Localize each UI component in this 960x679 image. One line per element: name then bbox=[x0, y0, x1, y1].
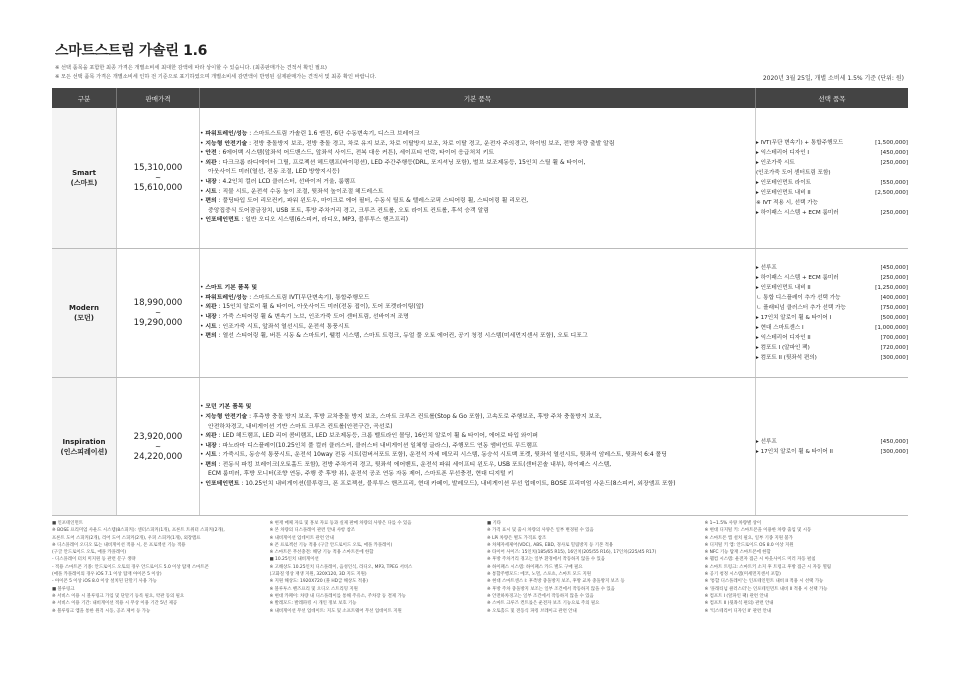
option-item bbox=[756, 273, 908, 283]
footer-note-line: - 적용 스마트폰 기종: 안드로이드 오토의 경우 안드로이드 5.0 이상 탑재 스마트폰 bbox=[52, 564, 209, 570]
basic-item-heading: 파워트레인/성능 bbox=[205, 294, 248, 301]
bullet-icon: • bbox=[200, 131, 206, 138]
note-line: ※ 선택 품목을 포함한 최종 가격은 개별소비세 최대한 감액에 따라 상이할 수 있습니다. (최종판매가는 견적서 확인 필요) bbox=[55, 65, 327, 71]
option-name: ▸ 선루프 bbox=[756, 438, 777, 445]
basic-item bbox=[200, 197, 755, 207]
options-cell bbox=[756, 378, 909, 516]
footer-note-line: ■ 기타 bbox=[487, 521, 502, 526]
basic-item-text: : 가죽 스티어링 휠 & 변속기 노브, 인조가죽 도어 센터트림, 선바이저 조명 bbox=[216, 314, 409, 320]
basic-items-cell bbox=[200, 108, 756, 249]
price-cell bbox=[117, 249, 200, 378]
option-name: ▸ 현대 스마트센스 I bbox=[756, 325, 804, 331]
bullet-icon: • bbox=[200, 140, 206, 147]
basic-item-text: : 15인치 알로이 휠 & 타이어, 아웃사이드 미러(전동 접이), 도어 포켓라이팅(앞) bbox=[216, 304, 424, 311]
option-name: ▸ 하이패스 시스템 + ECM 룸미러 bbox=[756, 210, 839, 216]
basic-item-text: : 6에어백 시스템(앞좌석 어드밴스드, 앞좌석 사이드, 전복 대응 커튼), 세이프티 언락, 타이어 응급처치 키트 bbox=[216, 150, 495, 157]
bullet-icon: • bbox=[200, 333, 206, 340]
footer-note-line: (구글 안드로이드 오토, 애플 카플레이) bbox=[52, 550, 127, 556]
table-header-row bbox=[52, 88, 908, 108]
basic-item-text: : 10.25인치 내비게이션(블루링크, 폰 프로젝션, 블루투스 핸즈프리, 현대 카페이, 발레모드), 내비게이션 무선 업데이트, BOSE 프리미엄 사운드(8스피커, 외장앰프 포함) bbox=[239, 481, 676, 488]
trim-name: Modern bbox=[69, 304, 99, 312]
footer-note-line: (고화질 영상 재생 지원, 320X120, 3D 지도 지원) bbox=[269, 572, 367, 578]
basic-item-heading: 내장 bbox=[205, 179, 217, 185]
basic-item-heading: 외관 bbox=[205, 433, 217, 440]
header-basic-items: 기본 품목 bbox=[200, 88, 756, 108]
spec-table bbox=[52, 88, 908, 516]
basic-item-heading: 지능형 안전기술 bbox=[205, 140, 248, 147]
option-name: ▸ 인포테인먼트 내비 II bbox=[756, 285, 811, 291]
option-item bbox=[756, 208, 908, 218]
option-item bbox=[756, 293, 908, 303]
option-price: [500,000] bbox=[880, 315, 908, 321]
footer-column bbox=[270, 520, 474, 615]
option-name: ▸ 컴포트 II (뒷좌석 편의) bbox=[756, 355, 817, 361]
option-price: [2,500,000] bbox=[875, 190, 908, 196]
basic-item-text: : 일반 오디오 시스템(6스피커, 라디오, MP3, 블루투스 핸즈프리) bbox=[239, 217, 409, 224]
basic-item-heading: 편의 bbox=[205, 198, 217, 205]
basic-item-continued: 중앙집중식 도어잠금장치, USB 포트, 후방 주차거리 경고, 크루즈 컨트롤, 오토 라이트 컨트롤, 후석 승객 알림 bbox=[208, 207, 489, 214]
basic-item bbox=[200, 403, 755, 413]
basic-item-text: : 가죽시트, 동승석 통풍시트, 운전석 10way 전동 시트(럼버서포트 포함), 운전석 자세 메모리 시스템, 동승석 시트백 포켓, 뒷좌석 열선시트, 뒷좌석 암레스트, 뒷좌석 6:4 폴딩 bbox=[216, 452, 667, 459]
option-item bbox=[756, 148, 908, 158]
basic-item bbox=[200, 178, 755, 188]
footer-note-line: ※ '플래티넘 클러스터'는 인포테인먼트 내비 II 적용 시 선택 가능 bbox=[704, 586, 828, 592]
footer-note-line: ※ 1~1.5% 사양 차량별 상이 bbox=[704, 521, 762, 526]
basic-item bbox=[200, 284, 755, 294]
option-name: ▸ 익스테리어 디자인 I bbox=[756, 150, 810, 156]
option-name: ▸ 17인치 알로이 휠 & 타이어 I bbox=[756, 315, 832, 321]
trim-name-cell bbox=[52, 108, 117, 249]
option-item bbox=[756, 158, 908, 168]
bullet-icon: • bbox=[200, 159, 206, 166]
bullet-icon: • bbox=[200, 217, 206, 224]
basic-item bbox=[200, 303, 755, 313]
option-price: [750,000] bbox=[880, 305, 908, 311]
basic-item-heading: 내장 bbox=[205, 442, 217, 449]
bullet-icon: • bbox=[200, 481, 206, 488]
basic-item-text: : 전방 충돌방지 보조, 전방 충돌 경고, 차로 유지 보조, 차로 이탈방지 보조, 차로 이탈 경고, 운전자 주의경고, 하이빔 보조, 전방 차량 출발 알림 bbox=[247, 140, 615, 147]
bullet-icon: • bbox=[200, 304, 206, 311]
basic-item-continued: 안전하차경고, 내비게이션 기반 스마트 크루즈 컨트롤(안전구간, 곡선로) bbox=[208, 423, 393, 430]
option-item bbox=[756, 353, 908, 363]
price-range-dash: ~ bbox=[155, 442, 161, 451]
basic-item bbox=[200, 130, 755, 140]
trim-name: Inspiration bbox=[62, 437, 106, 446]
notes bbox=[55, 64, 376, 82]
footer-note-line: ※ 차체자세제어(VDC), ABS, EBD, 경사로 밀림방지 등 기본 적용 bbox=[487, 542, 614, 548]
footer-note-line: ■ 10.25인치 내비게이션 bbox=[269, 557, 319, 563]
footer-note-line: ※ 디지털 키 앱: 안드로이드 OS 8.0 이상 지원 bbox=[704, 542, 794, 548]
bullet-icon: • bbox=[200, 314, 206, 320]
option-item bbox=[756, 188, 908, 198]
basic-item-text: : 후측방 충돌 방지 보조, 후방 교차충돌 방지 보조, 스마트 크루즈 컨트롤(Stop & Go 포함), 고속도로 주행보조, 후방 주차 충돌방지 보조, bbox=[247, 413, 602, 420]
option-item bbox=[756, 168, 908, 178]
footer-note-line: ※ 하이패스 시스템: 하이패스 카드 별도 구매 필요 bbox=[487, 564, 583, 570]
option-item bbox=[756, 437, 908, 447]
trim-name-cell bbox=[52, 249, 117, 378]
option-item bbox=[756, 323, 908, 333]
header-options: 선택 품목 bbox=[756, 88, 909, 108]
header-price: 판매가격 bbox=[117, 88, 200, 108]
basic-item-heading: 편의 bbox=[205, 333, 217, 340]
note-line: ※ 모든 선택 품목 가격은 개별소비세 인하 전 기준으로 표기하였으며 개별소비세 감면액이 반영된 실제판매가는 견적서 및 최종 확인 바랍니다. bbox=[55, 74, 377, 80]
basic-item-heading: 모던 기본 품목 및 bbox=[205, 404, 252, 411]
option-price: [400,000] bbox=[880, 295, 908, 301]
basic-item-heading: 시트 bbox=[205, 323, 217, 330]
price-range-dash: ~ bbox=[155, 309, 161, 317]
basic-item-text: : 4.2인치 컬러 LCD 클러스터, 선바이저 거울, 룸램프 bbox=[216, 179, 356, 185]
basic-item bbox=[200, 140, 755, 150]
footer-notes bbox=[52, 520, 908, 615]
basic-item-heading: 인포테인먼트 bbox=[205, 481, 240, 488]
option-name: (인조가죽 도어 센터트림 포함) bbox=[756, 170, 831, 176]
footer-note-line: ※ 스마트폰 앱 설치 필요, 일부 기종 지원 불가 bbox=[704, 535, 793, 541]
footer-note-line: ※ 현대 디지털 키: 스마트폰을 이용한 차량 출입 및 시동 bbox=[704, 528, 812, 534]
option-name: ▸ IVT(무단 변속기) + 통합주행모드 bbox=[756, 140, 844, 146]
basic-item-text: : 열선 스티어링 휠, 버튼 시동 & 스마트키, 웰컴 시스템, 스마트 트렁크, 듀얼 풀 오토 에어컨, 공기 청정 시스템(미세먼지센서 포함), 오토 디포그 bbox=[216, 333, 588, 340]
option-price: [550,000] bbox=[880, 180, 908, 186]
footer-note-line: ※ 스마트 트렁크: 스마트키 소지 후 트렁크 후방 접근 시 자동 열림 bbox=[704, 564, 832, 570]
option-item bbox=[756, 178, 908, 188]
footer-note-line: ※ '통합 디스플레이'는 인포테인먼트 내비 II 적용 시 선택 가능 bbox=[704, 579, 824, 585]
basic-item-text: : 직물 시트, 운전석 수동 높이 조절, 뒷좌석 높이조절 헤드레스트 bbox=[216, 188, 384, 195]
option-price: [450,000] bbox=[880, 438, 908, 445]
option-price: [700,000] bbox=[880, 335, 908, 341]
option-item bbox=[756, 447, 908, 457]
option-name: ㄴ 플래티넘 클러스터 추가 선택 가능 bbox=[756, 305, 846, 311]
footer-note-line: ※ 현재 매체 자료 및 홍보 자료 등과 실제 판매 차량의 사양은 다를 수 있음 bbox=[269, 521, 412, 526]
footer-note-line: ※ 컴포트 II (뒷좌석 편의) 관련 안내 bbox=[704, 601, 774, 607]
basic-item bbox=[200, 294, 755, 304]
footer-column bbox=[52, 520, 256, 615]
footer-note-line: ※ 후방 주차 충돌방지 보조는 일부 조건에서 작동하지 않을 수 있음 bbox=[487, 586, 615, 592]
price-high: 19,290,000 bbox=[133, 318, 183, 328]
option-item bbox=[756, 263, 908, 273]
option-name: ▸ 인조가죽 시트 bbox=[756, 160, 795, 166]
footer-note-line: ※ 블루투스 핸즈프리 및 오디오 스트리밍 지원 bbox=[269, 586, 358, 592]
date-note: 2020년 3월 25일, 개별 소비세 1.5% 기준 (단위: 원) bbox=[762, 75, 904, 82]
footer-note-line: ※ 통합주행모드: 에코, 노멀, 스포츠, 스마트 모드 지원 bbox=[487, 572, 591, 578]
option-item bbox=[756, 198, 908, 208]
bullet-icon: • bbox=[200, 323, 206, 330]
footer-note-line: ※ 폰 프로젝션 기능 적용 (구글 안드로이드 오토, 애플 카플레이) bbox=[269, 542, 393, 548]
option-price: [450,000] bbox=[880, 150, 908, 156]
footer-note-line: ※ 서비스 이용 기간: 내비게이션 적용 시 무상 이용 기간 5년 제공 bbox=[52, 601, 178, 607]
footer-note-line: ※ 현대 스마트센스 I: 후측방 충돌방지 보조, 후방 교차 충돌방지 보조 등 bbox=[487, 579, 625, 585]
footer-note-line: 프론트 도어 스피커(2개), 리어 도어 스피커(2개), 우퍼 스피커(1개), 외장앰프 bbox=[52, 535, 201, 541]
option-price: [1,250,000] bbox=[875, 285, 908, 291]
option-name: ㄴ 통합 디스플레이 추가 선택 가능 bbox=[756, 295, 841, 301]
option-price: [300,000] bbox=[880, 355, 908, 361]
footer-note-line: ※ 오토홀드 및 전동식 파킹 브레이크 관련 안내 bbox=[487, 608, 577, 614]
option-item bbox=[756, 343, 908, 353]
basic-item-text: : 스마트스트림 IVT(무단변속기), 통합주행모드 bbox=[247, 294, 370, 301]
price-high: 15,610,000 bbox=[133, 183, 183, 193]
basic-item-heading: 파워트레인/성능 bbox=[205, 131, 248, 138]
bullet-icon: • bbox=[200, 150, 206, 157]
basic-item-text: : 파노라마 디스플레이(10.25인치 풀 컬러 클러스터, 클러스터 내비게이션 일체형 글라스), 주행모드 연동 앰비언트 무드램프 bbox=[216, 442, 538, 449]
price-low: 23,920,000 bbox=[133, 431, 183, 442]
option-price: [720,000] bbox=[880, 345, 908, 351]
option-name: ▸ 선루프 bbox=[756, 265, 777, 271]
bullet-icon: • bbox=[200, 285, 206, 292]
footer-column bbox=[705, 520, 909, 615]
option-item bbox=[756, 333, 908, 343]
option-name: ▸ 컴포트 I (알파인 팩) bbox=[756, 345, 810, 351]
price-low: 18,990,000 bbox=[133, 298, 183, 308]
footer-note-line: ※ 서비스 이용 시 블루링크 가입 및 단말기 등록 필요, 약관 동의 필요 bbox=[52, 593, 185, 599]
footer-note-line: ※ 스마트 크루즈 컨트롤은 운전자 보조 기능으로 주의 필요 bbox=[487, 601, 600, 607]
option-price: [300,000] bbox=[880, 448, 908, 455]
basic-item-heading: 인포테인먼트 bbox=[205, 217, 240, 224]
option-name: ▸ 익스테리어 디자인 II bbox=[756, 335, 811, 341]
price-range-dash: ~ bbox=[155, 174, 161, 182]
trim-name: Smart bbox=[72, 169, 96, 177]
option-price: [250,000] bbox=[880, 160, 908, 166]
basic-item-heading: 편의 bbox=[205, 461, 217, 468]
option-name: ▸ 인포테인먼트 내비 II bbox=[756, 190, 811, 196]
price-low: 15,310,000 bbox=[133, 163, 183, 173]
basic-item bbox=[200, 159, 755, 169]
footer-note-line: ■ 인포테인먼트 bbox=[52, 521, 83, 526]
basic-item-heading: 지능형 안전기술 bbox=[205, 413, 248, 420]
option-item bbox=[756, 283, 908, 293]
option-item bbox=[756, 138, 908, 148]
bullet-icon: • bbox=[200, 188, 206, 195]
basic-item-continued: ECM 룸미러, 후방 모니터(조향 연동, 주행 중 후방 뷰), 운전석 공조 연동 자동 제어, 스마트폰 무선충전, 현대 디지털 키 bbox=[208, 471, 514, 478]
basic-item bbox=[200, 413, 755, 423]
basic-item-text: : 풀딩타입 도어 리모컨키, 파워 윈도우, 마이크로 에어 필터, 수동식 틸트 & 텔레스코픽 스티어링 휠, 스티어링 휠 리모컨, bbox=[216, 198, 529, 205]
footer-note-line: - 디스플레이 터치 미지원 등 관련 문구 생략 bbox=[52, 557, 136, 563]
basic-item-heading: 내장 bbox=[205, 314, 217, 320]
option-price: [1,500,000] bbox=[875, 140, 908, 146]
bullet-icon: • bbox=[200, 442, 206, 449]
footer-column bbox=[487, 520, 691, 615]
basic-item bbox=[200, 149, 755, 159]
footer-note-line: ※ LPi 차량은 별도 가격표 참조 bbox=[487, 535, 547, 541]
footer-note-line: ※ 공기 청정 시스템(미세먼지센서 포함) bbox=[704, 572, 781, 578]
row-inspiration bbox=[52, 378, 908, 516]
price-high: 24,220,000 bbox=[133, 451, 183, 462]
basic-item-heading: 외관 bbox=[205, 159, 217, 166]
trim-name: (인스피레이션) bbox=[60, 447, 108, 456]
basic-item bbox=[200, 442, 755, 452]
options-cell bbox=[756, 108, 909, 249]
footer-note-line: ※ 웰컴 시스템: 운전자 접근 시 아웃사이드 미러 자동 펼침 bbox=[704, 557, 816, 563]
footer-note-line: ※ 현대 카페이: 차량 내 디스플레이를 통해 주유소, 주차장 등 결제 가능 bbox=[269, 593, 406, 599]
basic-item-heading: 시트 bbox=[205, 188, 217, 195]
option-item bbox=[756, 313, 908, 323]
option-name: ▸ 17인치 알로이 휠 & 타이어 II bbox=[756, 448, 833, 455]
basic-item-text: : 전동식 파킹 브레이크(오토홀드 포함), 전방 주차거리 경고, 뒷좌석 에어벤트, 운전석 파워 세이프티 윈도우, USB 포트(센터콘솔 내부), 하이패스 시스템, bbox=[216, 461, 612, 468]
bullet-icon: • bbox=[200, 413, 206, 420]
footer-note-line: ※ 내비게이션 업데이트 관련 안내 bbox=[269, 535, 334, 541]
footer-note-line: ※ BOSE 프리미엄 사운드 시스템(8스피커): 센터스피커(1개), 프론트 트위터 스피커(2개), bbox=[52, 528, 225, 534]
option-price: [250,000] bbox=[880, 275, 908, 281]
footer-note-line: ※ 본 차량의 디스플레이 관련 안내 사항 참조 bbox=[269, 528, 356, 534]
bullet-icon: • bbox=[200, 452, 206, 459]
basic-item bbox=[200, 332, 755, 342]
bullet-icon: • bbox=[200, 198, 206, 205]
footer-note-line: ※ 가격 표시 및 출시 차량의 사양은 일부 변경될 수 있음 bbox=[487, 528, 594, 534]
footer-note-line: ※ '익스테리어 디자인 II' 관련 안내 bbox=[704, 608, 772, 614]
footer-note-line: ※ 안전하차경고는 일부 조건에서 작동하지 않을 수 있음 bbox=[487, 593, 594, 599]
footer-note-line: ※ 컴포트 I (알파인 팩) 관련 안내 bbox=[704, 593, 768, 599]
bullet-icon: • bbox=[200, 461, 206, 468]
page-title: 스마트스트림 가솔린 1.6 bbox=[55, 43, 208, 59]
option-item bbox=[756, 303, 908, 313]
price-cell bbox=[117, 378, 200, 516]
basic-item-text: : 다크크롬 라디에이터 그릴, 프로젝션 헤드램프(바이펑션), LED 주간주행등(DRL, 포지셔닝 포함), 벌브 보조제동등, 15인치 스틸 휠 & 타이어, bbox=[216, 159, 586, 166]
footer-note-line: (애플 카플레이의 경우 iOS 7.1 이상 탑재 아이폰 5 이상) bbox=[52, 572, 162, 578]
options-cell bbox=[756, 249, 909, 378]
option-price: [1,000,000] bbox=[875, 325, 908, 331]
basic-item bbox=[200, 432, 755, 442]
basic-item-heading: 스마트 기본 품목 및 bbox=[205, 285, 258, 292]
footer-note-line: - 아이폰 5 이상 iOS 8.0 이상 설치된 단말기 사용 가능 bbox=[52, 579, 157, 585]
price-cell bbox=[117, 108, 200, 249]
basic-item-continued: 아웃사이드 미러(열선, 전동 조절, LED 방향지시등) bbox=[208, 169, 340, 176]
footer-note-line: ※ 발레모드: 발레파킹 시 개인 정보 보호 기능 bbox=[269, 601, 357, 607]
bullet-icon: • bbox=[200, 179, 206, 185]
option-name: ▸ 인포테인먼트 라이트 bbox=[756, 180, 811, 186]
footer-note-line: ※ 지원 해상도: 1920X720 (풀 HD급 해상도 적용) bbox=[269, 579, 368, 585]
row-smart bbox=[52, 108, 908, 249]
bullet-icon: • bbox=[200, 294, 206, 301]
basic-items-cell bbox=[200, 249, 756, 378]
basic-item-heading: 시트 bbox=[205, 452, 217, 459]
basic-item-text: : LED 헤드램프, LED 리어 콤비램프, LED 보조제동등, 크롬 벨트라인 몰딩, 16인치 알로이 휠 & 타이어, 에어로 타입 와이퍼 bbox=[216, 433, 538, 440]
option-name: ▸ 하이패스 시스템 + ECM 룸미러 bbox=[756, 275, 839, 281]
footer-note-line: ※ 타이어 사이즈: 15인치(185/65 R15), 16인치(205/55 R16), 17인치(225/45 R17) bbox=[487, 550, 657, 556]
basic-item bbox=[200, 323, 755, 333]
footer-note-line: ※ NFC 기능 탑재 스마트폰에 한함 bbox=[704, 550, 771, 556]
trim-name-cell bbox=[52, 378, 117, 516]
footer-note-line: ※ 고해상도 10.25인치 디스플레이, 음성인식, 라디오, MP3, TPEG 서비스 bbox=[269, 564, 413, 570]
footer-note-line: ※ 후방 주차거리 경고는 일부 환경에서 작동하지 않을 수 있음 bbox=[487, 557, 606, 563]
basic-item-text: : 인조가죽 시트, 앞좌석 열선시트, 운전석 통풍시트 bbox=[216, 323, 350, 330]
basic-item-heading: 안전 bbox=[205, 150, 217, 157]
bullet-icon: • bbox=[200, 433, 206, 440]
trim-name: (스마트) bbox=[70, 179, 98, 187]
trim-name: (모던) bbox=[74, 314, 94, 322]
basic-item bbox=[200, 188, 755, 198]
basic-item-heading: 외관 bbox=[205, 304, 217, 311]
row-modern bbox=[52, 249, 908, 378]
option-price: [250,000] bbox=[880, 210, 908, 216]
footer-note-line: ■ 블루링크 bbox=[52, 586, 75, 592]
bullet-icon: • bbox=[200, 404, 206, 411]
basic-item bbox=[200, 216, 755, 226]
footer-note-line: ※ 스마트폰 무선충전: 해당 기능 적용 스마트폰에 한함 bbox=[269, 550, 374, 556]
basic-item-text: : 스마트스트림 가솔린 1.6 엔진, 6단 수동변속기, 디스크 브레이크 bbox=[247, 131, 420, 138]
option-price: [450,000] bbox=[880, 265, 908, 271]
basic-item bbox=[200, 461, 755, 471]
footer-note-line: ※ 블루링크 앱을 통한 원격 시동, 공조 제어 등 가능 bbox=[52, 608, 151, 614]
footer-note-line: ※ 디스플레이 오디오 또는 내비게이션 적용 시, 폰 프로젝션 기능 적용 bbox=[52, 542, 186, 548]
option-name: ※ IVT 적용 시, 선택 가능 bbox=[756, 200, 819, 206]
basic-item bbox=[200, 451, 755, 461]
basic-item bbox=[200, 313, 755, 323]
basic-item bbox=[200, 480, 755, 490]
basic-items-cell bbox=[200, 378, 756, 516]
header-category: 구분 bbox=[52, 88, 117, 108]
footer-note-line: ※ 내비게이션 무선 업데이트: 지도 및 소프트웨어 무선 업데이트 지원 bbox=[269, 608, 402, 614]
